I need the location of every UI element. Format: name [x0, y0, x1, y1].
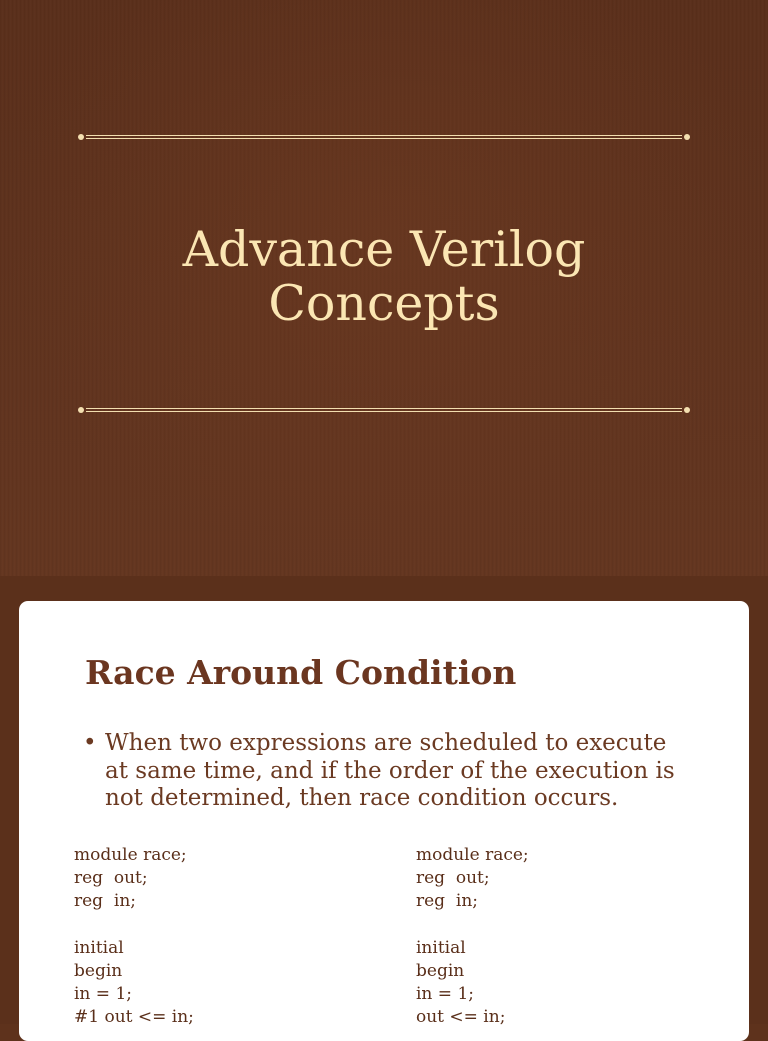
code-line: begin [416, 960, 465, 981]
code-line: reg out; [416, 868, 490, 889]
code-line [416, 914, 529, 937]
code-line: module race; [416, 845, 529, 865]
bullet-mark: • [83, 730, 97, 756]
code-line: in = 1; [416, 984, 474, 1005]
bullet-text: When two expressions are scheduled to execute at same time, and if the order of the execution is not determined, then race condition occurs. [105, 730, 675, 811]
bullet-point [83, 730, 693, 813]
rule-endpoint-dot [78, 407, 84, 413]
bottom-ornament-rule [78, 406, 690, 414]
code-line: reg out; [74, 868, 148, 889]
code-line: module race; [74, 845, 187, 865]
slide-title-line-1: Advance Verilog [182, 220, 586, 278]
slide-heading: Race Around Condition [85, 653, 517, 692]
code-listing-right [416, 844, 529, 1030]
code-line [74, 914, 194, 937]
code-listing-left [74, 844, 194, 1030]
code-line: in = 1; [74, 984, 132, 1005]
code-line: reg in; [74, 891, 136, 912]
rule-endpoint-dot [684, 134, 690, 140]
code-line: reg in; [416, 891, 478, 912]
rule-endpoint-dot [684, 407, 690, 413]
slide-title-line-2: Concepts [268, 274, 500, 332]
code-line: initial [74, 937, 124, 958]
top-ornament-rule [78, 133, 690, 141]
code-line: initial [416, 937, 466, 958]
content-slide [19, 601, 749, 1041]
code-line: #1 out <= in; [74, 1007, 194, 1028]
code-line: out <= in; [416, 1007, 506, 1028]
rule-endpoint-dot [78, 134, 84, 140]
slide-title [0, 220, 768, 332]
code-line: begin [74, 960, 123, 981]
